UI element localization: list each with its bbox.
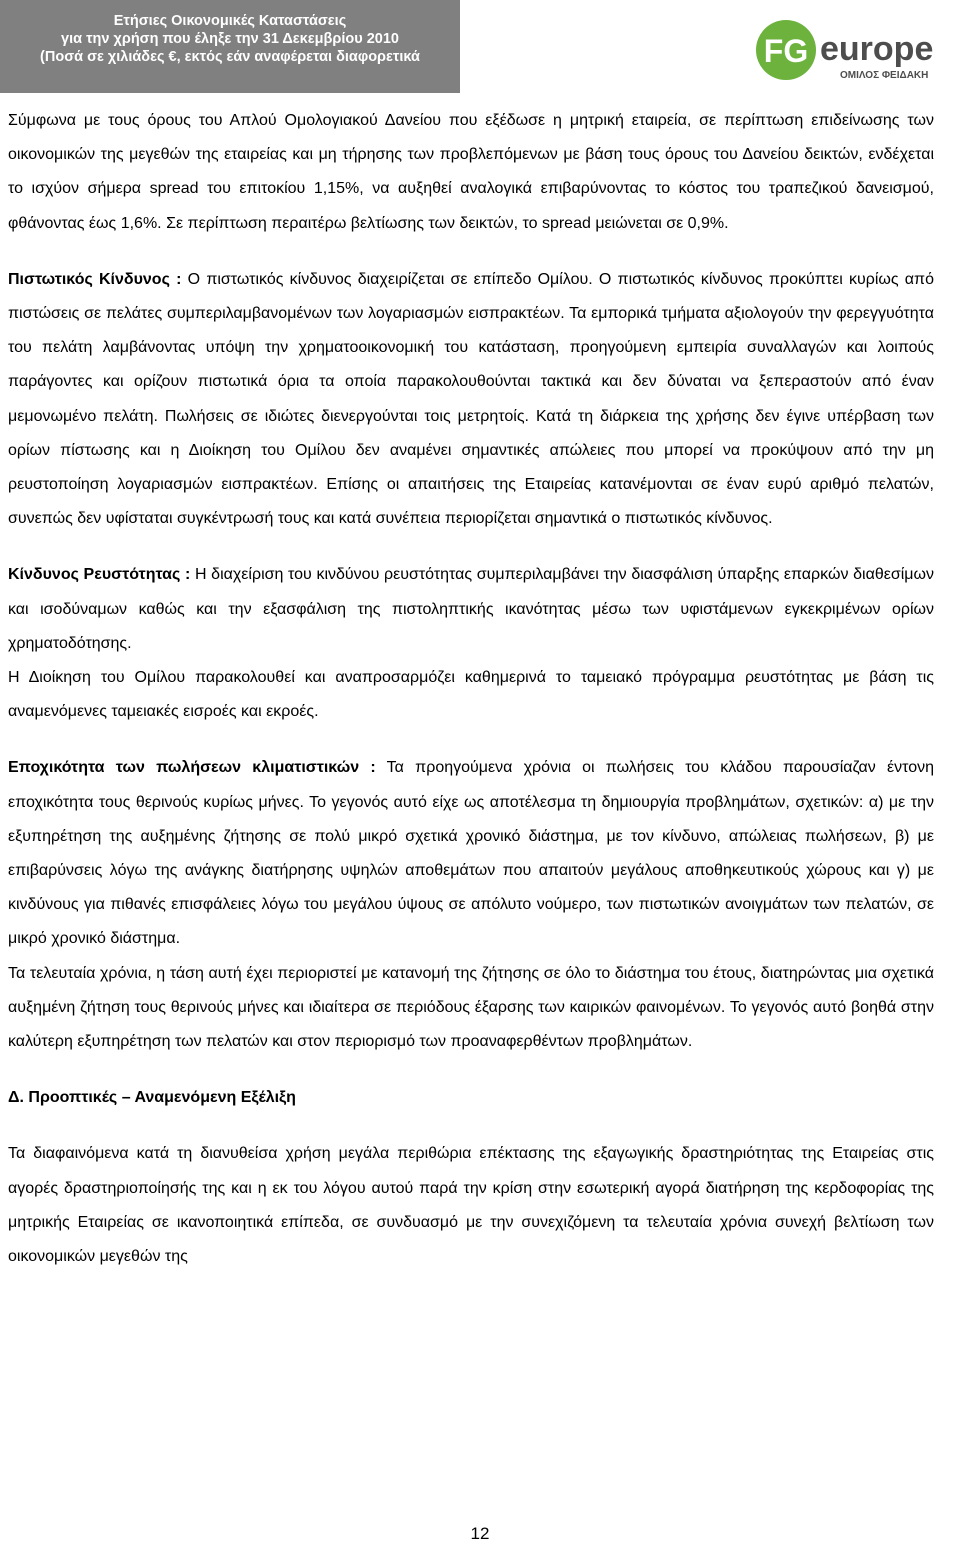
outlook-paragraph: Τα διαφαινόμενα κατά τη διανυθείσα χρήση μεγάλα περιθώρια επέκτασης της εξαγωγικής δραστηριότητας της Εταιρείας στις αγορές δραστηριοποίησής της και η εκ του λόγου αυτού παρά την κρίση στην εσωτερική αγορά διατήρηση της κερδοφορίας της μητρικής Εταιρείας σε ικανοποιητικά επίπεδα, σε συνδυασμό με την συνεχιζόμενη τα τελευταία χρόνια συνεχή βελτίωση των οικονομικών μεγεθών της <box>8 1145 934 1266</box>
credit-risk-heading: Πιστωτικός Κίνδυνος : <box>8 270 182 288</box>
header-line-1: Ετήσιες Οικονομικές Καταστάσεις <box>113 13 347 29</box>
liquidity-risk-paragraph <box>8 558 934 661</box>
liquidity-risk-text: Η διαχείριση του κινδύνου ρευστότητας συμπεριλαμβάνει την διασφάλιση ύπαρξης επαρκών διαθεσίμων και ισοδύναμων καθώς και την εξασφάλιση της πιστοληπτικής ικανότητας μέσω των υφιστάμενων εγκεκριμένων ορίων χρηματοδότησης. <box>8 566 934 652</box>
seasonality-text: Τα προηγούμενα χρόνια οι πωλήσεις του κλάδου παρουσίαζαν έντονη εποχικότητα τους θερινούς κυρίως μήνες. Το γεγονός αυτό είχε ως αποτέλεσμα τη δημιουργία προβλημάτων, σχετικών: α) με την εξυπηρέτηση της αυξημένης ζήτησης σε πολύ μικρό σχετικά χρονικό διάστημα, με τον κίνδυνο, απώλειας πωλήσεων, β) με επιβαρύνσεις λόγω της ανάγκης διατήρησης υψηλών αποθεμάτων που απαιτούν μεγάλους αποθηκευτικούς χώρους και γ) με κινδύνους για πιθανές επισφάλειες λόγω του μεγάλου ύψους σε απόλυτο νούμερο, των πιστωτικών ανοιγμάτων των πελατών, σε μικρό χρονικό διάστημα. <box>8 759 935 948</box>
header-line-3: (Ποσά σε χιλιάδες €, εκτός εάν αναφέρεται διαφορετικά <box>40 49 420 65</box>
logo-fg-text: FG <box>763 33 809 69</box>
page-number: 12 <box>470 1524 490 1543</box>
loan-terms-paragraph: Σύμφωνα με τους όρους του Απλού Ομολογιακού Δανείου που εξέδωσε η μητρική εταιρεία, σε περίπτωση επιδείνωσης των οικονομικών της μεγεθών της εταιρείας και μη τήρησης των προβλεπόμενων με βάση τους όρους του Δανείου δεικτών, ενδέχεται το ισχύον σήμερα spread του επιτοκίου 1,15%, να αυξηθεί αναλογικά επιβαρύνοντας το κόστος του τραπεζικού δανεισμού, φθάνοντας έως 1,6%. Σε περίπτωση περαιτέρω βελτίωσης των δεικτών, το spread μειώνεται σε 0,9%. <box>8 112 934 232</box>
header-line-2: για την χρήση που έληξε την 31 Δεκεμβρίου 2010 <box>61 31 399 47</box>
logo-europe-text: europe <box>820 30 934 68</box>
section-d-heading: Δ. Προοπτικές – Αναμενόμενη Εξέλιξη <box>8 1089 296 1107</box>
document-body <box>8 104 934 1274</box>
seasonality-heading: Εποχικότητα των πωλήσεων κλιματιστικών : <box>8 759 376 777</box>
liquidity-risk-heading: Κίνδυνος Ρευστότητας : <box>8 566 191 584</box>
seasonality-paragraph <box>8 751 934 956</box>
header-title-block <box>0 0 460 93</box>
logo-subtitle-text: ΟΜΙΛΟΣ ΦΕΙΔΑΚΗ <box>840 70 929 81</box>
credit-risk-text: Ο πιστωτικός κίνδυνος διαχειρίζεται σε επίπεδο Ομίλου. Ο πιστωτικός κίνδυνος προκύπτει κυρίως από πιστώσεις σε πελάτες συμπεριλαμβανομένων των λογαριασμών εισπρακτέων. Τα εμπορικά τμήματα αξιολογούν την φερεγγυότητα του πελάτη λαμβάνοντας υπόψη την χρηματοοικονομική του κατάσταση, προηγούμενη εμπειρία συναλλαγών και λοιπούς παράγοντες και ορίζουν πιστωτικά όρια τα οποία παρακολουθούνται τακτικά και δεν δύναται να ξεπεραστούν από έναν μεμονωμένο πελάτη. Πωλήσεις σε ιδιώτες διενεργούνται τοις μετρητοίς. Κατά τη διάρκεια της χρήσης δεν έγινε υπέρβαση των ορίων πίστωσης και η Διοίκηση του Ομίλου δεν αναμένει σημαντικές απώλειες που μπορεί να προκύψουν από την μη ρευστοποίηση λογαριασμών εισπρακτέων. Επίσης οι απαιτήσεις της Εταιρείας κατανέμονται σε έναν ευρύ αριθμό πελατών, συνεπώς δεν υφίσταται συγκέντρωσή τους και κατά συνέπεια περιορίζεται σημαντικά ο πιστωτικός κίνδυνος. <box>8 270 934 528</box>
page-header <box>0 0 960 96</box>
liquidity-management-paragraph: Η Διοίκηση του Ομίλου παρακολουθεί και αναπροσαρμόζει καθημερινά το ταμειακό πρόγραμμα ρευστότητας με βάση τις αναμενόμενες ταμειακές εισροές και εκροές. <box>8 669 934 721</box>
credit-risk-paragraph <box>8 263 934 537</box>
fg-europe-logo-icon <box>754 4 954 92</box>
seasonality-trend-paragraph: Τα τελευταία χρόνια, η τάση αυτή έχει περιοριστεί με κατανομή της ζήτησης σε όλο το διάστημα του έτους, διατηρώντας μια σχετικά αυξημένη ζήτηση τους θερινούς μήνες και ιδιαίτερα σε περιόδους έξαρσης των καιρικών φαινομένων. Το γεγονός αυτό βοηθά στην καλύτερη εξυπηρέτηση των πελατών και στον περιορισμό των προαναφερθέντων προβλημάτων. <box>8 964 934 1051</box>
